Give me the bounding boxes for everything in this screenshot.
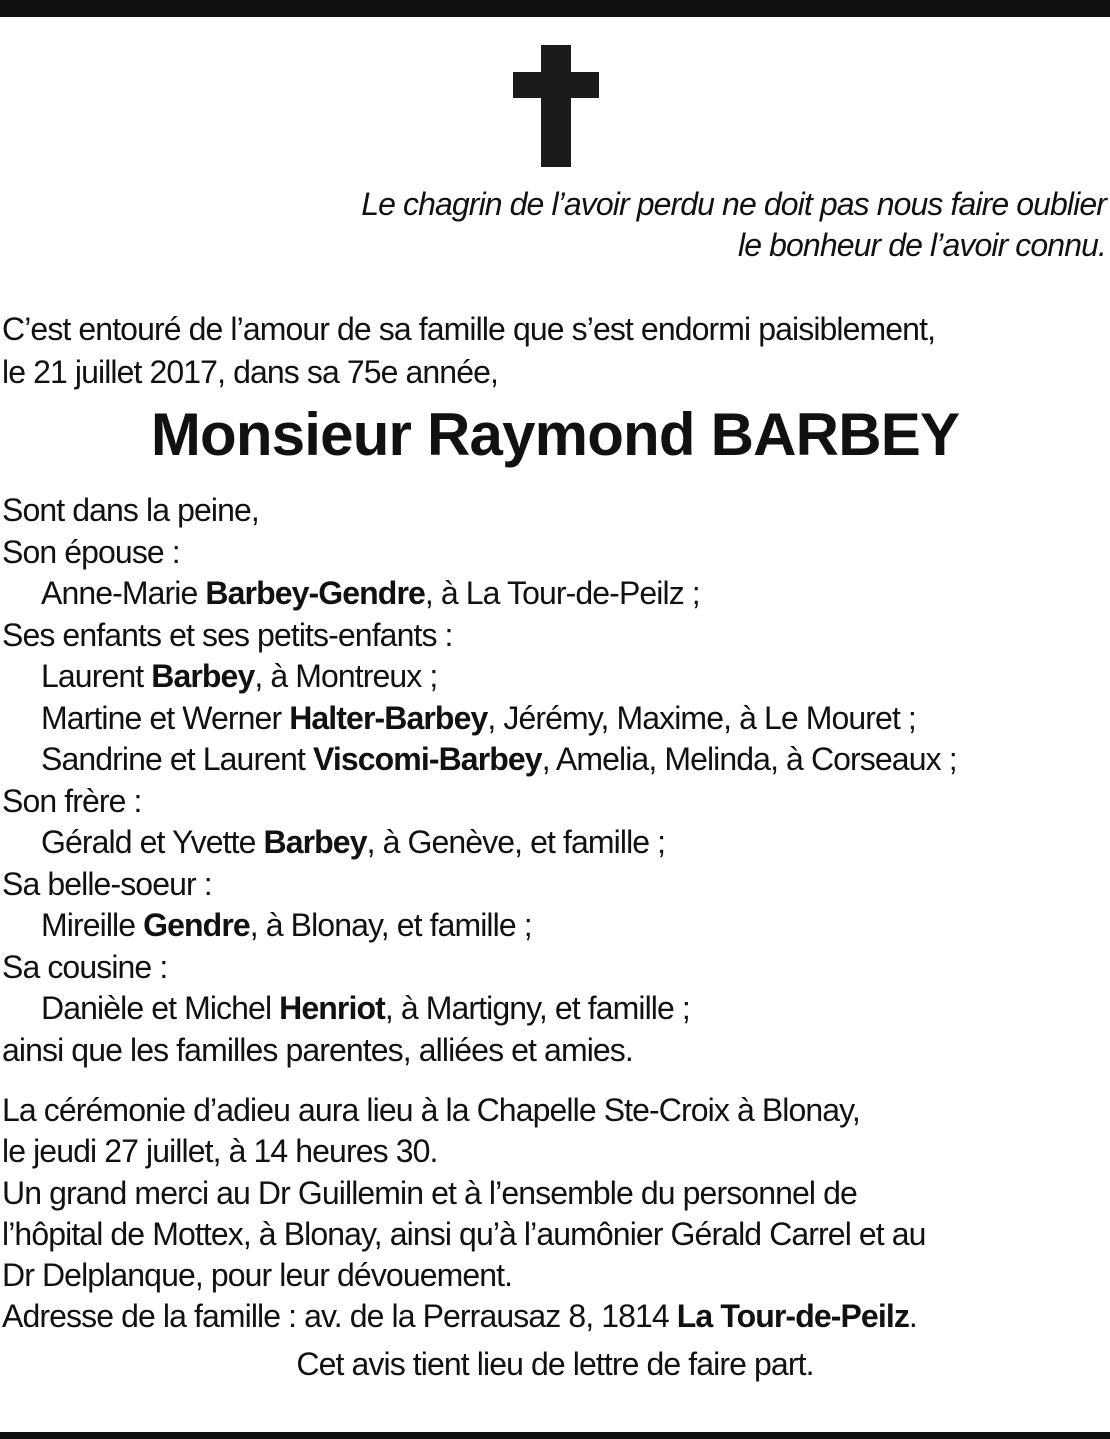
family-list xyxy=(2,490,1102,1071)
sister-in-law-entry: Mireille Gendre, à Blonay, et famille ; xyxy=(41,907,532,943)
brother-label: Son frère : xyxy=(2,782,142,819)
children-label: Ses enfants et ses petits-enfants : xyxy=(2,616,453,653)
epigraph-quote xyxy=(206,184,1106,266)
family-address: Adresse de la famille : av. de la Perrausaz 8, 1814 La Tour-de-Peilz. xyxy=(2,1298,917,1335)
brother-entry: Gérald et Yvette Barbey, à Genève, et famille ; xyxy=(41,824,666,860)
thanks-line-3: Dr Delplanque, pour leur dévouement. xyxy=(2,1257,513,1294)
intro-line-1: C’est entouré de l’amour de sa famille que s’est endormi paisiblement, xyxy=(2,311,936,347)
spouse-label: Son épouse : xyxy=(2,533,180,570)
cousin-entry: Danièle et Michel Henriot, à Martigny, et famille ; xyxy=(41,990,690,1026)
announcement-intro xyxy=(2,308,1102,394)
sister-in-law-label: Sa belle-soeur : xyxy=(2,865,212,902)
family-heading: Sont dans la peine, xyxy=(2,492,259,528)
cousin-label: Sa cousine : xyxy=(2,948,168,985)
ceremony-details xyxy=(2,1090,1102,1338)
quote-line-2: le bonheur de l’avoir connu. xyxy=(738,227,1106,263)
deceased-name: Monsieur Raymond BARBEY xyxy=(150,401,960,468)
footer-note: Cet avis tient lieu de lettre de faire part. xyxy=(296,1346,814,1382)
quote-line-1: Le chagrin de l’avoir perdu ne doit pas nous faire oublier xyxy=(361,186,1106,222)
intro-line-2: le 21 juillet 2017, dans sa 75e année, xyxy=(2,354,498,390)
spouse-entry: Anne-Marie Barbey-Gendre, à La Tour-de-Peilz ; xyxy=(41,575,700,611)
top-border-rule xyxy=(0,0,1110,17)
thanks-line-1: Un grand merci au Dr Guillemin et à l’ensemble du personnel de xyxy=(2,1174,857,1211)
child-entry: Sandrine et Laurent Viscomi-Barbey, Amelia, Melinda, à Corseaux ; xyxy=(41,741,957,777)
cross-icon xyxy=(513,45,599,167)
child-entry: Laurent Barbey, à Montreux ; xyxy=(41,658,438,694)
family-closing: ainsi que les familles parentes, alliées et amies. xyxy=(2,1031,633,1068)
child-entry: Martine et Werner Halter-Barbey, Jérémy, Maxime, à Le Mouret ; xyxy=(41,699,916,736)
bottom-border-rule xyxy=(0,1432,1110,1439)
ceremony-line-2: le jeudi 27 juillet, à 14 heures 30. xyxy=(2,1133,438,1170)
thanks-line-2: l’hôpital de Mottex, à Blonay, ainsi qu’à l’aumônier Gérald Carrel et au xyxy=(2,1215,926,1252)
ceremony-line-1: La cérémonie d’adieu aura lieu à la Chapelle Ste-Croix à Blonay, xyxy=(2,1092,860,1128)
